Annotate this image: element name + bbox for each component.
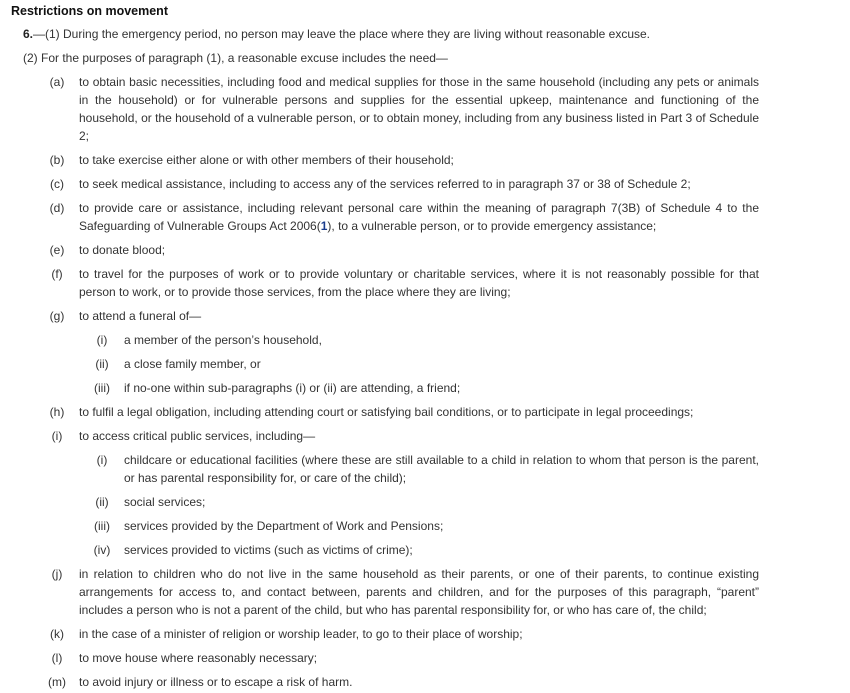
item-text-d-after: ), to a vulnerable person, or to provide emergency assistance;: [327, 219, 657, 233]
item-text-k: in the case of a minister of religion or worship leader, to go to their place of worship;: [79, 627, 523, 641]
item-label-b: (b): [49, 153, 65, 167]
paragraph-number: 6.: [23, 27, 34, 41]
item-text-h: to fulfil a legal obligation, including attending court or satisfying bail conditions, or to participate in legal proceedings;: [79, 405, 694, 419]
item-label-m: (m): [48, 675, 66, 689]
i-sub-label-i: (i): [96, 453, 108, 467]
item-text-j: in relation to children who do not live in the same household as their parents, or one of their parents, to continue existing arrangements for access to, and contact between, parents and children, and for the purposes of this paragraph, “parent” includes a person who is not a parent of the child, but who has parental responsibility for, or who has care of, the child;: [79, 567, 759, 617]
paragraph-6-text: —(1) During the emergency period, no person may leave the place where they are living without reasonable excuse.: [33, 27, 651, 41]
item-text-c: to seek medical assistance, including to access any of the services referred to in paragraph 37 or 38 of Schedule 2;: [79, 177, 691, 191]
item-label-f: (f): [51, 267, 63, 281]
item-label-c: (c): [50, 177, 64, 191]
item-text-l: to move house where reasonably necessary;: [79, 651, 318, 665]
g-sub-text-iii: if no-one within sub-paragraphs (i) or (ii) are attending, a friend;: [124, 381, 461, 395]
item-text-e: to donate blood;: [79, 243, 166, 257]
g-sub-text-i: a member of the person’s household,: [124, 333, 322, 347]
i-sub-text-iv: services provided to victims (such as victims of crime);: [124, 543, 413, 557]
g-sub-label-iii: (iii): [94, 381, 110, 395]
item-text-f: to travel for the purposes of work or to provide voluntary or charitable services, where it is not reasonably possible for that person to work, or to provide those services, from the place where they are living;: [79, 267, 759, 299]
g-sub-text-ii: a close family member, or: [124, 357, 261, 371]
i-sub-label-iv: (iv): [93, 543, 111, 557]
section-heading: Restrictions on movement: [11, 4, 168, 18]
footnote-link[interactable]: 1: [320, 219, 328, 233]
item-text-b: to take exercise either alone or with other members of their household;: [79, 153, 454, 167]
g-sub-label-ii: (ii): [95, 357, 109, 371]
item-text-d-before: to provide care or assistance, including relevant personal care within the meaning of paragraph 7(3B) of Schedule 4 to the Safeguarding of Vulnerable Groups Act 2006(: [79, 201, 759, 233]
item-label-i: (i): [51, 429, 63, 443]
item-label-g: (g): [49, 309, 65, 323]
item-label-k: (k): [50, 627, 64, 641]
i-sub-label-ii: (ii): [95, 495, 109, 509]
i-sub-text-iii: services provided by the Department of Work and Pensions;: [124, 519, 444, 533]
item-text-i: to access critical public services, including—: [79, 429, 316, 443]
i-sub-label-iii: (iii): [94, 519, 110, 533]
i-sub-text-ii: social services;: [124, 495, 206, 509]
item-text-d: [79, 199, 759, 235]
paragraph-2: (2) For the purposes of paragraph (1), a reasonable excuse includes the need—: [23, 51, 448, 65]
item-label-d: (d): [49, 201, 65, 215]
item-label-e: (e): [49, 243, 65, 257]
item-label-l: (l): [51, 651, 63, 665]
item-label-j: (j): [51, 567, 63, 581]
item-text-a: to obtain basic necessities, including food and medical supplies for those in the same household (including any pets or animals in the household) or for vulnerable persons and supplies for the essential upkeep, maintenance and functioning of the household, or the household of a vulnerable person, or to obtain money, including from any business listed in Part 3 of Schedule 2;: [79, 75, 759, 143]
item-text-g: to attend a funeral of—: [79, 309, 202, 323]
i-sub-text-i: childcare or educational facilities (where these are still available to a child in relation to whom that person is the parent, or has parental responsibility for, or care of the child);: [124, 453, 759, 485]
g-sub-label-i: (i): [96, 333, 108, 347]
item-text-m: to avoid injury or illness or to escape a risk of harm.: [79, 675, 353, 689]
paragraph-6: [23, 25, 650, 43]
item-label-a: (a): [49, 75, 65, 89]
item-label-h: (h): [49, 405, 65, 419]
